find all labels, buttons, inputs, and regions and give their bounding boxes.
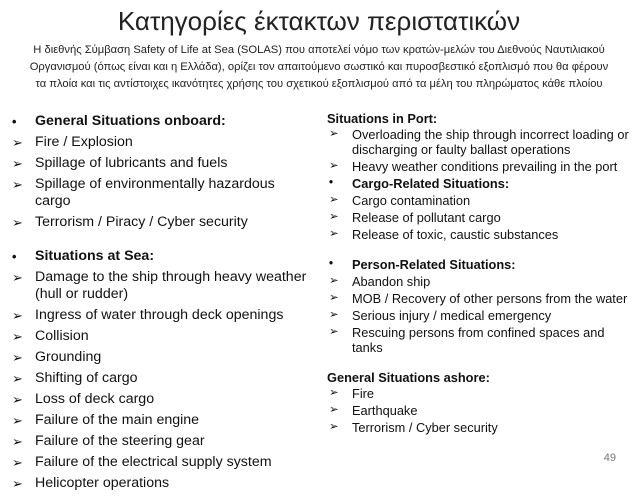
arrow-bullet-icon: ➢ [12,350,23,365]
list-item [327,403,633,418]
item-text: Fire / Explosion [35,134,133,150]
list-item [10,176,310,210]
list-item [327,386,633,401]
item-text: Heavy weather conditions prevailing in the port [352,159,618,174]
list-item [10,214,310,231]
left-column [10,113,310,496]
heading-port: Situations in Port: [327,111,438,126]
arrow-bullet-icon: ➢ [12,308,23,323]
list-item [327,210,633,225]
list-item [10,155,310,172]
arrow-bullet-icon: ➢ [12,413,23,428]
item-text: Release of toxic, caustic substances [352,227,559,242]
arrow-bullet-icon: ➢ [12,434,23,449]
list-item [10,134,310,151]
list-item [327,291,633,306]
item-text: MOB / Recovery of other persons from the water [352,291,628,306]
list-item [10,370,310,387]
arrow-bullet-icon: ➢ [12,270,23,285]
item-text: Failure of the steering gear [35,433,205,449]
item-text: Overloading the ship through incorrect loading or discharging or faulty ballast operations [352,127,629,157]
subtitle-line: Η διεθνής Σύμβαση Safety of Life at Sea (SOLAS) που αποτελεί νόμο των κρατών-μελών του Διεθνούς Ναυτιλιακού [33,44,605,56]
list-item [10,412,310,429]
subtitle-line: τα πλοία και τις αντίστοιχες ικανότητες χρήσης του σχετικού εξοπλισμού από τα μέλη του πληρώματος κάθε πλοίου [35,78,603,90]
arrow-bullet-icon: ➢ [12,329,23,344]
item-text: Spillage of lubricants and fuels [35,155,228,171]
arrow-bullet-icon: ➢ [12,156,23,171]
item-text: Serious injury / medical emergency [352,308,552,323]
item-text: Failure of the main engine [35,412,200,428]
item-text: Collision [35,328,89,344]
arrow-bullet-icon: ➢ [12,177,23,192]
list-item [327,325,633,355]
subtitle [6,42,632,93]
arrow-bullet-icon: ➢ [329,275,339,287]
arrow-bullet-icon: ➢ [12,215,23,230]
heading-cargo [327,176,633,191]
page-number: 49 [603,452,616,464]
heading-onboard [10,113,310,130]
arrow-bullet-icon: ➢ [329,160,339,172]
item-text: Abandon ship [352,274,431,289]
bullet-dot-icon: • [12,114,17,129]
heading-label: Cargo-Related Situations: [352,176,510,191]
item-text: Terrorism / Cyber security [352,420,498,435]
arrow-bullet-icon: ➢ [12,392,23,407]
list-item [327,420,633,435]
list-item [327,274,633,289]
page-title: Κατηγορίες έκτακτων περιστατικών [117,6,521,36]
list-item [10,328,310,345]
arrow-bullet-icon: ➢ [329,387,339,399]
heading-sea [10,248,310,265]
arrow-bullet-icon: ➢ [329,309,339,321]
bullet-dot-icon: • [12,249,17,264]
heading-ashore: General Situations ashore: [327,370,490,385]
item-text: Ingress of water through deck openings [35,307,284,323]
arrow-bullet-icon: ➢ [329,292,339,304]
heading-person [327,257,633,272]
list-item [327,227,633,242]
item-text: Cargo contamination [352,193,471,208]
spacer [327,357,633,370]
list-item [327,308,633,323]
subtitle-line: Οργανισμού (όπως είναι και η Ελλάδα), ορίζει τον απαιτούμενο σωστικό και πυροσβεστικό εξοπλισμό που θα φέρουν [29,61,609,73]
item-text: Helicopter operations [35,475,170,491]
heading-label: General Situations onboard: [35,113,226,129]
item-text: Spillage of environmentally hazardous cargo [35,176,275,209]
item-text: Grounding [35,349,102,365]
right-column [327,111,633,437]
arrow-bullet-icon: ➢ [12,135,23,150]
item-text: Terrorism / Piracy / Cyber security [35,214,248,230]
bullet-dot-icon: • [329,258,334,270]
list-item [10,433,310,450]
arrow-bullet-icon: ➢ [329,326,339,338]
arrow-bullet-icon: ➢ [329,421,339,433]
bullet-dot-icon: • [329,177,334,189]
spacer [10,235,310,248]
list-item [10,269,310,303]
item-text: Earthquake [352,403,418,418]
item-text: Loss of deck cargo [35,391,155,407]
list-item [10,349,310,366]
item-text: Rescuing persons from confined spaces and tanks [352,325,605,355]
list-item [327,159,633,174]
list-item [327,193,633,208]
spacer [327,244,633,257]
arrow-bullet-icon: ➢ [329,228,339,240]
arrow-bullet-icon: ➢ [329,404,339,416]
arrow-bullet-icon: ➢ [12,476,23,491]
list-item [10,307,310,324]
arrow-bullet-icon: ➢ [329,194,339,206]
item-text: Shifting of cargo [35,370,138,386]
list-item [10,454,310,471]
item-text: Fire [352,386,375,401]
heading-label: Person-Related Situations: [352,257,516,272]
arrow-bullet-icon: ➢ [329,211,339,223]
item-text: Failure of the electrical supply system [35,454,272,470]
arrow-bullet-icon: ➢ [12,455,23,470]
heading-label: Situations at Sea: [35,248,155,264]
arrow-bullet-icon: ➢ [329,128,339,140]
arrow-bullet-icon: ➢ [12,371,23,386]
list-item [327,127,633,157]
item-text: Damage to the ship through heavy weather (hull or rudder) [35,269,307,302]
list-item [10,391,310,408]
item-text: Release of pollutant cargo [352,210,501,225]
